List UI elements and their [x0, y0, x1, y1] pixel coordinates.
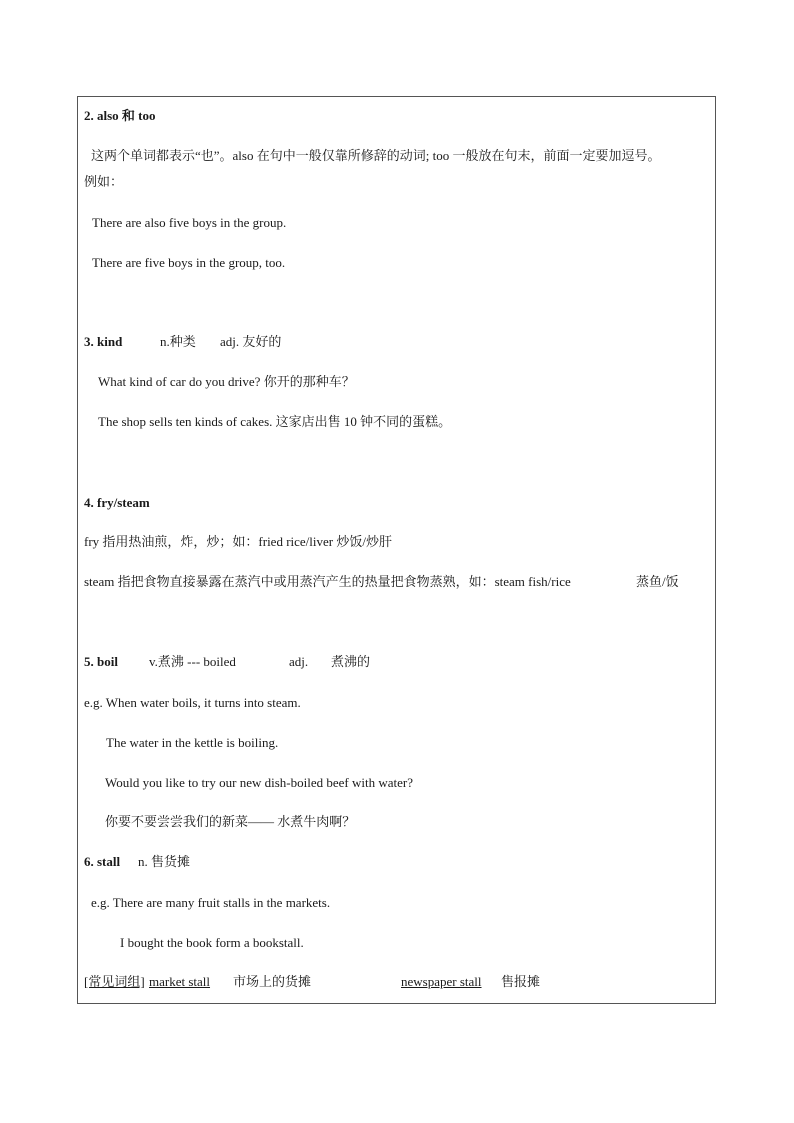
example-boil-1: e.g. When water boils, it turns into steam.: [84, 695, 301, 710]
heading-also-too: 2. also 和 too: [84, 108, 156, 123]
stall-pos-noun: n. 售货摊: [138, 854, 191, 869]
phrase-market-stall: market stall: [149, 974, 211, 989]
boil-pos-verb: v.煮沸 --- boiled: [149, 654, 236, 669]
heading-kind: 3. kind: [84, 334, 123, 349]
phrase-newspaper-stall: newspaper stall: [401, 974, 482, 989]
example-too: There are five boys in the group, too.: [92, 255, 286, 270]
heading-fry-steam: 4. fry/steam: [84, 495, 150, 510]
steam-description: steam 指把食物直接暴露在蒸汽中或用蒸汽产生的热量把食物蒸熟，如：steam fish/rice: [84, 574, 571, 589]
boil-pos-adj: adj.: [289, 654, 309, 669]
example-kind-1: What kind of car do you drive? 你开的那种车？: [98, 374, 355, 389]
example-boil-3-translation: 你要不要尝尝我们的新菜—— 水煮牛肉啊？: [105, 814, 356, 829]
example-also: There are also five boys in the group.: [92, 215, 287, 230]
steam-translation: 蒸鱼/饭: [636, 574, 679, 589]
heading-stall: 6. stall: [84, 854, 121, 869]
example-kind-2: The shop sells ten kinds of cakes. 这家店出售 10 钟不同的蛋糕。: [98, 414, 452, 429]
example-boil-3: Would you like to try our new dish-boiled beef with water?: [105, 775, 413, 790]
document-table-cell: [77, 96, 716, 1004]
phrase-market-stall-translation: 市场上的货摊: [233, 974, 312, 989]
kind-pos-adj: adj. 友好的: [220, 334, 282, 349]
fry-description: fry 指用热油煎，炸，炒；如：fried rice/liver 炒饭/炒肝: [84, 534, 392, 549]
kind-pos-noun: n.种类: [160, 334, 196, 349]
example-boil-2: The water in the kettle is boiling.: [106, 735, 279, 750]
example-stall-1: e.g. There are many fruit stalls in the markets.: [91, 895, 331, 910]
phrases-label: [常见词组]: [84, 974, 145, 989]
heading-boil: 5. boil: [84, 654, 118, 669]
also-too-example-intro: 例如：: [84, 174, 124, 189]
phrase-newspaper-stall-translation: 售报摊: [501, 974, 541, 989]
example-stall-2: I bought the book form a bookstall.: [120, 935, 304, 950]
boil-adj-meaning: 煮沸的: [331, 654, 371, 669]
also-too-description: 这两个单词都表示“也”。also 在句中一般仅靠所修辞的动词; too 一般放在句末，前面一定要加逗号。: [91, 148, 661, 163]
